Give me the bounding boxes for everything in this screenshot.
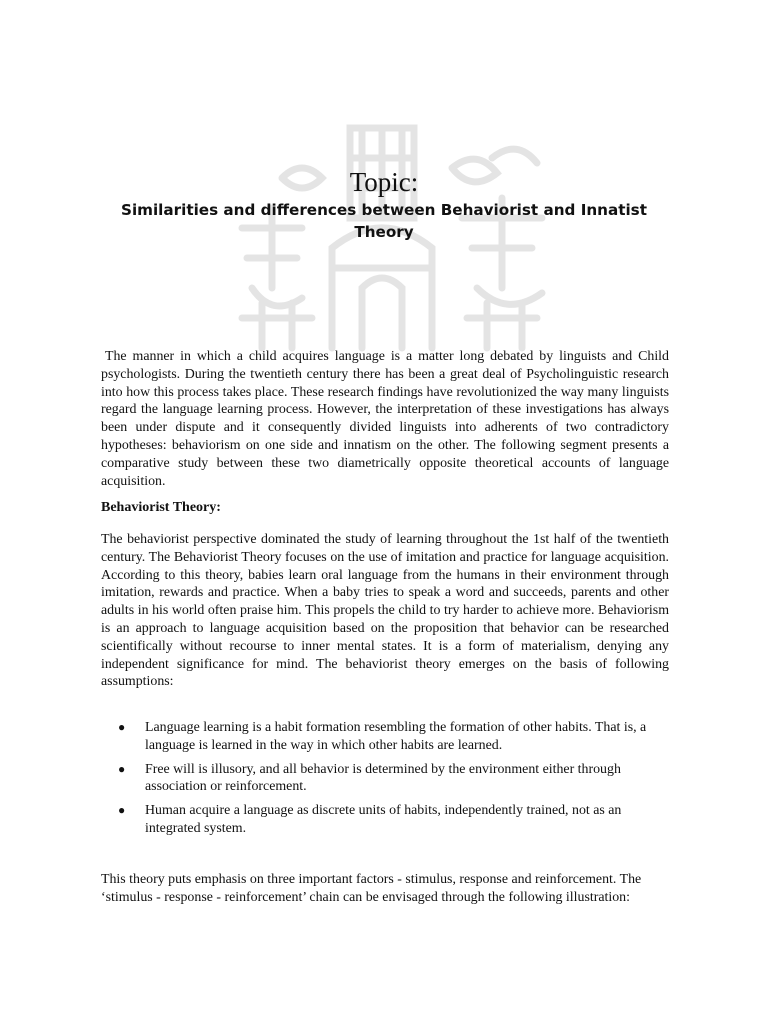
intro-paragraph: The manner in which a child acquires language is a matter long debated by linguists and Child psychologists. During the twentieth century there has been a great deal of Psycholinguistic research into how this process takes place. These research findings have revolutionized the way many linguists regard the language learning process. However, the interpretation of these investigations has always been under dispute and it consequently divided linguists into adherents of two contradictory hypotheses: behaviorism on one side and innatism on the other. The following segment presents a comparative study between these two diametrically opposite theoretical accounts of language acquisition.: [101, 349, 669, 489]
list-item-text: Free will is illusory, and all behavior is determined by the environment either through association or reinforcement.: [145, 761, 621, 795]
bullet-icon: ●: [118, 761, 126, 776]
page-title: Topic:: [349, 167, 419, 197]
page-subtitle: Similarities and differences between Behaviorist and Innatist Theory: [121, 201, 647, 241]
list-item: [115, 802, 669, 838]
list-item: [115, 719, 669, 755]
behaviorist-paragraph: The behaviorist perspective dominated the study of learning throughout the 1st half of the twentieth century. The Behaviorist Theory focuses on the use of imitation and practice for language acquisition. According to this theory, babies learn oral language from the humans in their environment through imitation, rewards and practice. When a baby tries to speak a word and succeeds, parents and other adults in his world often praise him. This propels the child to try harder to achieve more. Behaviorism is an approach to language acquisition based on the proposition that behavior can be researched scientifically without recourse to inner mental states. It is a form of materialism, denying any independent significance for mind. The behaviorist theory emerges on the basis of following assumptions:: [101, 532, 669, 690]
list-item: [115, 761, 669, 797]
list-item-text: Human acquire a language as discrete units of habits, independently trained, not as an integrated system.: [145, 803, 622, 836]
list-item-text: Language learning is a habit formation resembling the formation of other habits. That is, a language is learned in the way in which other habits are learned.: [145, 720, 647, 753]
closing-paragraph: This theory puts emphasis on three important factors - stimulus, response and reinforcement. The ‘stimulus - response - reinforcement’ chain can be envisaged through the following illustration:: [101, 872, 642, 905]
bullet-icon: ●: [118, 803, 126, 818]
assumptions-list: [115, 719, 669, 844]
bullet-icon: ●: [118, 720, 126, 734]
section-heading-behaviorist: Behaviorist Theory:: [101, 500, 221, 515]
